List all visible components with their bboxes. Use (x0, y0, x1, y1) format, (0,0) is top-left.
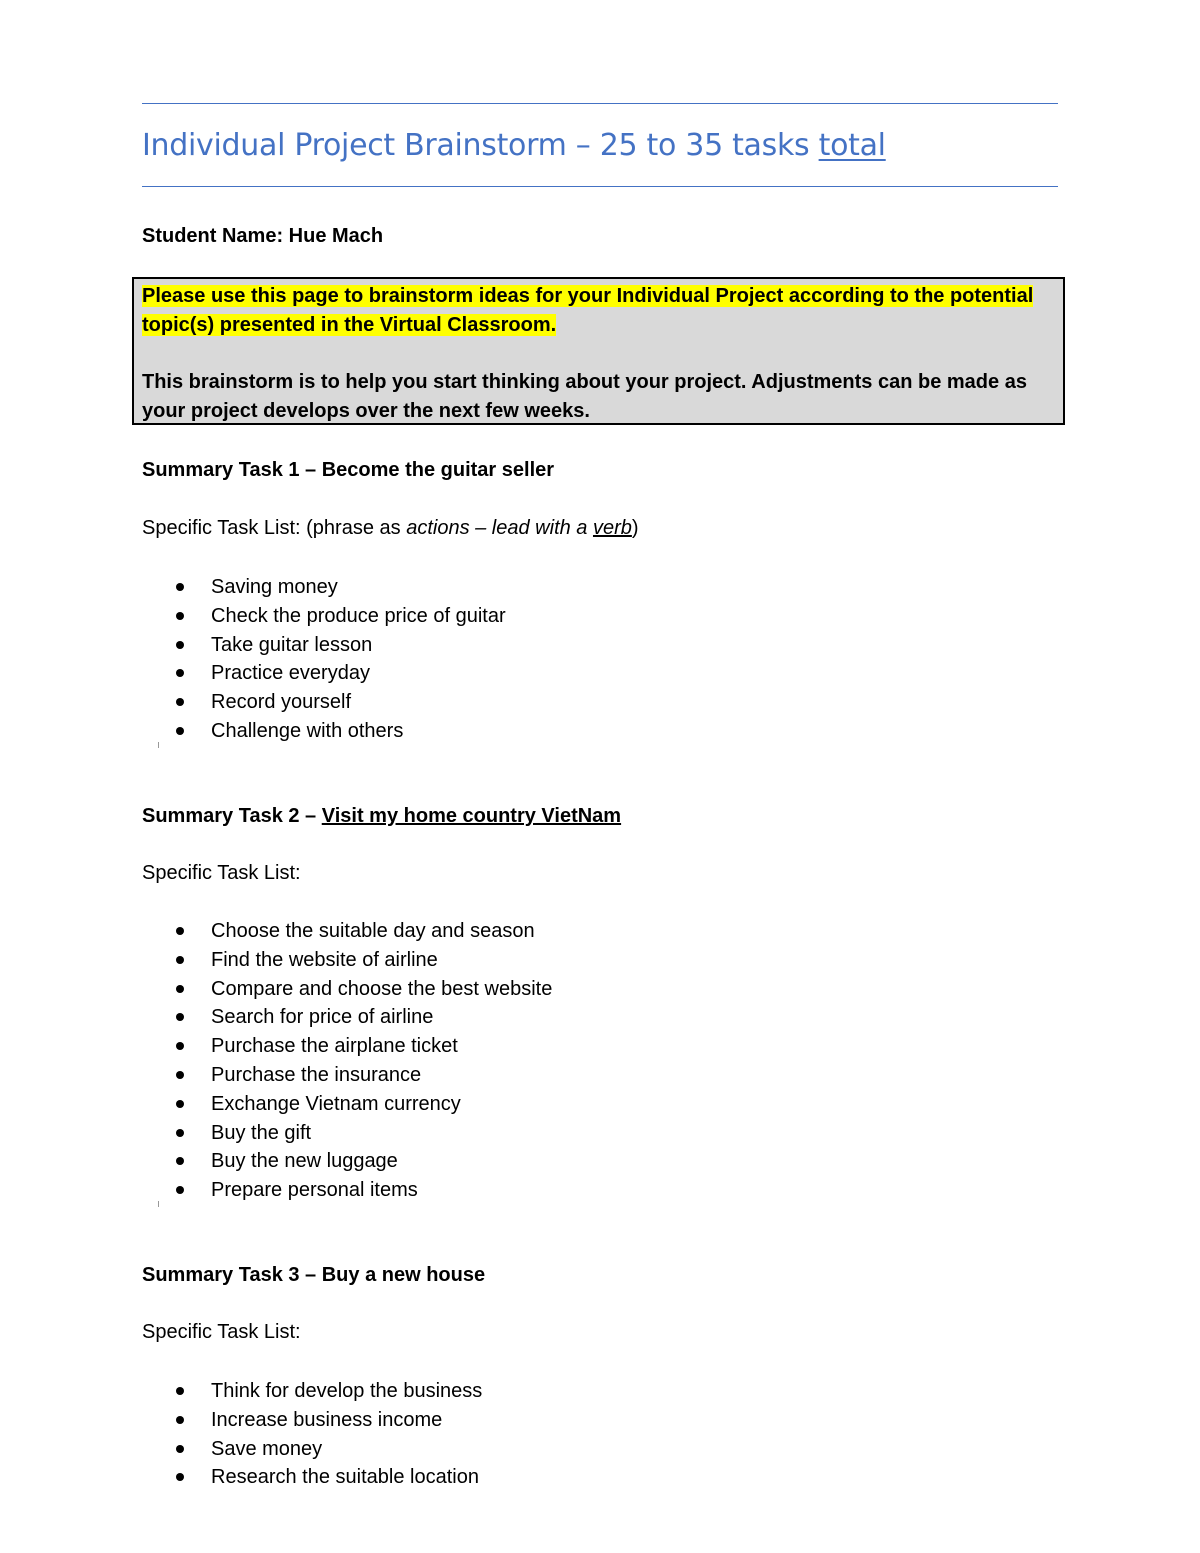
list-item: Find the website of airline (176, 946, 552, 975)
list-item: Record yourself (176, 688, 506, 717)
task-1-list (176, 573, 506, 746)
list-item: Compare and choose the best website (176, 975, 552, 1004)
page-title: Individual Project Brainstorm – 25 to 35 tasks total (142, 128, 886, 163)
list-item: Take guitar lesson (176, 631, 506, 660)
student-name: Student Name: Hue Mach (142, 225, 384, 247)
task-2-list-label: Specific Task List: (142, 862, 301, 884)
title-bottom-rule (142, 186, 1058, 187)
task-2-list (176, 917, 552, 1205)
instructions-line-4: your project develops over the next few weeks. (142, 400, 590, 422)
summary-task-1-heading: Summary Task 1 – Become the guitar seller (142, 459, 555, 481)
task-3-list-label: Specific Task List: (142, 1321, 301, 1343)
list-item: Increase business income (176, 1406, 482, 1435)
list-item: Purchase the airplane ticket (176, 1032, 552, 1061)
list-item: Exchange Vietnam currency (176, 1090, 552, 1119)
list-item: Search for price of airline (176, 1003, 552, 1032)
instructions-box (132, 277, 1065, 425)
summary-task-3-heading: Summary Task 3 – Buy a new house (142, 1264, 486, 1286)
list-item: Choose the suitable day and season (176, 917, 552, 946)
list-item: Challenge with others (176, 717, 506, 746)
list-item: Think for develop the business (176, 1377, 482, 1406)
list-item: Purchase the insurance (176, 1061, 552, 1090)
instructions-line-2: topic(s) presented in the Virtual Classroom. (142, 314, 557, 336)
list-item: Save money (176, 1435, 482, 1464)
list-item: Prepare personal items (176, 1176, 552, 1205)
paragraph-mark (158, 742, 159, 748)
instructions-line-3: This brainstorm is to help you start thinking about your project. Adjustments can be made as (142, 371, 1027, 393)
paragraph-mark (158, 1201, 159, 1207)
instructions-line-1: Please use this page to brainstorm ideas for your Individual Project according to the potential (142, 285, 1034, 307)
list-item: Buy the gift (176, 1119, 552, 1148)
list-item: Check the produce price of guitar (176, 602, 506, 631)
task-1-list-label: Specific Task List: (phrase as actions – lead with a verb) (142, 517, 639, 539)
task-3-list (176, 1377, 482, 1492)
list-item: Research the suitable location (176, 1463, 482, 1492)
summary-task-2-heading: Summary Task 2 – Visit my home country VietNam (142, 805, 622, 827)
list-item: Practice everyday (176, 659, 506, 688)
list-item: Saving money (176, 573, 506, 602)
top-rule (142, 103, 1058, 104)
list-item: Buy the new luggage (176, 1147, 552, 1176)
